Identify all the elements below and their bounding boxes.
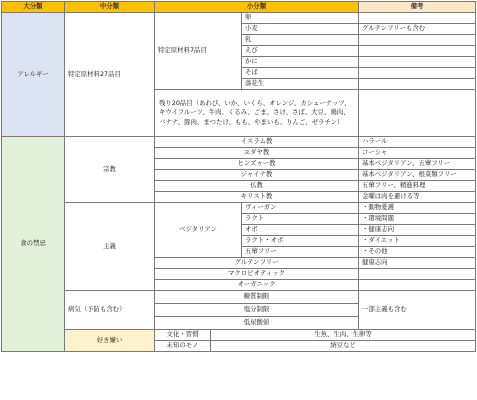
religion-jain: ジャイナ教 [155, 170, 359, 181]
header-middle: 中分類 [65, 2, 155, 13]
veg-reason-diet: ・ダイエット [359, 236, 476, 247]
allergy-item-milk: 乳 [242, 35, 359, 46]
header-row [2, 2, 476, 13]
likes-unknown-items: 納豆など [211, 341, 476, 352]
allergy-item-egg: 卵 [242, 13, 359, 24]
likes-major-cell: 好き嫌い [65, 330, 155, 352]
allergy-item-shrimp: えび [242, 46, 359, 57]
disease-salt-limit: 塩分制限 [155, 304, 359, 317]
principle-gluten-free-note: 健康志向 [359, 258, 476, 269]
header-minor: 小分類 [155, 2, 359, 13]
religion-judaism-note: コーシャ [359, 148, 476, 159]
table-row [2, 203, 476, 214]
veg-reason-health: ・健康志向 [359, 225, 476, 236]
vegetarian-cell: ベジタリアン [155, 203, 242, 258]
allergy-7-group-cell: 特定原材料7品目 [155, 13, 242, 90]
religion-judaism: ユダヤ教 [155, 148, 359, 159]
allergy-note-empty [359, 35, 476, 46]
table-row [2, 291, 476, 304]
principle-organic: オーガニック [155, 280, 359, 291]
disease-middle-cell: 病気（予防も含む） [65, 291, 155, 330]
allergy-item-soba: そば [242, 68, 359, 79]
allergy-middle-cell: 特定原材料27品目 [65, 13, 155, 137]
allergy-20-note [359, 90, 476, 137]
allergy-item-wheat: 小麦 [242, 24, 359, 35]
principle-organic-note [359, 280, 476, 291]
taboo-major-cell: 食の禁忌 [2, 137, 65, 352]
allergy-note-empty [359, 57, 476, 68]
header-note: 備考 [359, 2, 476, 13]
religion-islam-note: ハラール [359, 137, 476, 148]
allergy-20-items-cell: 残り20品目（あわび、いか、いくら、オレンジ、カシューナッツ、キウイフルーツ、牛肉、くるみ、ごま、さけ、さば、大豆、鶏肉、バナナ、豚肉、まつたけ、もも、やまいも、りんご、ゼラチン） [155, 90, 359, 137]
table-row [2, 13, 476, 24]
table-row [2, 330, 476, 341]
allergy-note-wheat: グルテンフリーも含む [359, 24, 476, 35]
veg-type-vegan: ヴィーガン [242, 203, 359, 214]
veg-reason-animal: ・動物愛護 [359, 203, 476, 214]
table-row [2, 137, 476, 148]
religion-islam: イスラム教 [155, 137, 359, 148]
disease-uric-acid: 低尿酸値 [155, 317, 359, 330]
religion-hindu: ヒンズゥー教 [155, 159, 359, 170]
religion-buddhism: 仏教 [155, 181, 359, 192]
principle-middle-cell: 主義 [65, 203, 155, 291]
principle-macrobiotic: マクロビオティック [155, 269, 359, 280]
food-restriction-table [1, 1, 476, 352]
likes-culture: 文化・習慣 [155, 330, 211, 341]
veg-type-lacto-ovo: ラクト・オボ [242, 236, 359, 247]
disease-carb-limit: 糖質制限 [155, 291, 359, 304]
principle-macrobiotic-note [359, 269, 476, 280]
allergy-item-peanut: 落花生 [242, 79, 359, 90]
allergy-major-cell: アレルギー [2, 13, 65, 137]
religion-hindu-note: 基本ベジタリアン、五葷フリー [359, 159, 476, 170]
religion-buddhism-note: 五葷フリー、精進料理 [359, 181, 476, 192]
religion-middle-cell: 宗教 [65, 137, 155, 203]
allergy-note-empty [359, 46, 476, 57]
religion-jain-note: 基本ベジタリアン、根菜類フリー [359, 170, 476, 181]
veg-type-ovo: オボ [242, 225, 359, 236]
allergy-note-empty [359, 68, 476, 79]
disease-note: 一部主義も含む [359, 291, 476, 330]
religion-christianity-note: 金曜は肉を避ける等 [359, 192, 476, 203]
likes-unknown: 未知のモノ [155, 341, 211, 352]
allergy-note-egg [359, 13, 476, 24]
allergy-note-empty [359, 79, 476, 90]
veg-type-gokun-free: 五葷フリー [242, 247, 359, 258]
veg-reason-environment: ・環境問題 [359, 214, 476, 225]
likes-culture-items: 生魚、生肉、生卵等 [211, 330, 476, 341]
allergy-item-crab: かに [242, 57, 359, 68]
principle-gluten-free: グルテンフリー [155, 258, 359, 269]
veg-reason-other: ・その他 [359, 247, 476, 258]
header-major: 大分類 [2, 2, 65, 13]
veg-type-lacto: ラクト [242, 214, 359, 225]
religion-christianity: キリスト教 [155, 192, 359, 203]
